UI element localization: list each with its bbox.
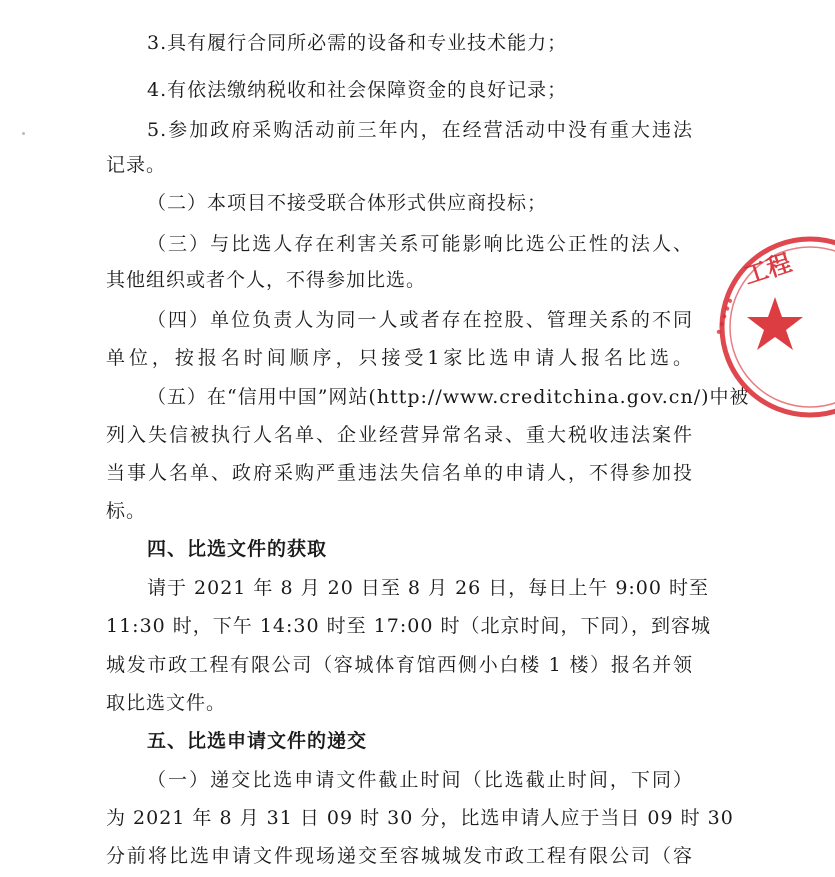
text-line: 列入失信被执行人名单、企业经营异常名录、重大税收违法案件 bbox=[106, 424, 693, 446]
text-line: （四）单位负责人为同一人或者存在控股、管理关系的不同 bbox=[147, 309, 693, 331]
scan-speck bbox=[22, 132, 25, 135]
text-line: （一）递交比选申请文件截止时间（比选截止时间，下同） bbox=[147, 769, 693, 791]
text-line: 分前将比选申请文件现场递交至容城城发市政工程有限公司（容 bbox=[106, 845, 693, 867]
section-heading: 四、比选文件的获取 bbox=[147, 538, 328, 560]
text-line: 4.有依法缴纳税收和社会保障资金的良好记录； bbox=[147, 79, 568, 101]
seal-text: 工程 bbox=[740, 248, 795, 291]
text-line: 为 2021 年 8 月 31 日 09 时 30 分，比选申请人应于当日 09 时 30 bbox=[106, 807, 734, 829]
text-line: 城发市政工程有限公司（容城体育馆西侧小白楼 1 楼）报名并领 bbox=[106, 654, 693, 676]
text-line: （五）在“信用中国”网站(http://www.creditchina.gov.cn/)中被 bbox=[147, 386, 750, 408]
text-line: 请于 2021 年 8 月 20 日至 8 月 26 日，每日上午 9:00 时至 bbox=[147, 577, 710, 599]
text-line: 当事人名单、政府采购严重违法失信名单的申请人，不得参加投 bbox=[106, 462, 693, 484]
text-line: 11:30 时，下午 14:30 时至 17:00 时（北京时间，下同），到容城 bbox=[106, 615, 711, 637]
text-line: （三）与比选人存在利害关系可能影响比选公正性的法人、 bbox=[147, 233, 693, 255]
seal-star-icon bbox=[747, 297, 803, 350]
seal-ring-marks: ••••• bbox=[710, 294, 741, 339]
text-line: （二）本项目不接受联合体形式供应商投标； bbox=[147, 192, 548, 214]
text-line: 单位，按报名时间顺序，只接受1家比选申请人报名比选。 bbox=[106, 347, 693, 369]
text-line: 5.参加政府采购活动前三年内，在经营活动中没有重大违法 bbox=[147, 119, 693, 141]
text-line: 其他组织或者个人，不得参加比选。 bbox=[106, 269, 427, 291]
text-line: 标。 bbox=[106, 500, 147, 522]
text-line: 3.具有履行合同所必需的设备和专业技术能力； bbox=[147, 32, 568, 54]
text-line: 记录。 bbox=[106, 154, 167, 176]
text-line: 取比选文件。 bbox=[106, 692, 227, 714]
section-heading: 五、比选申请文件的递交 bbox=[147, 730, 368, 752]
